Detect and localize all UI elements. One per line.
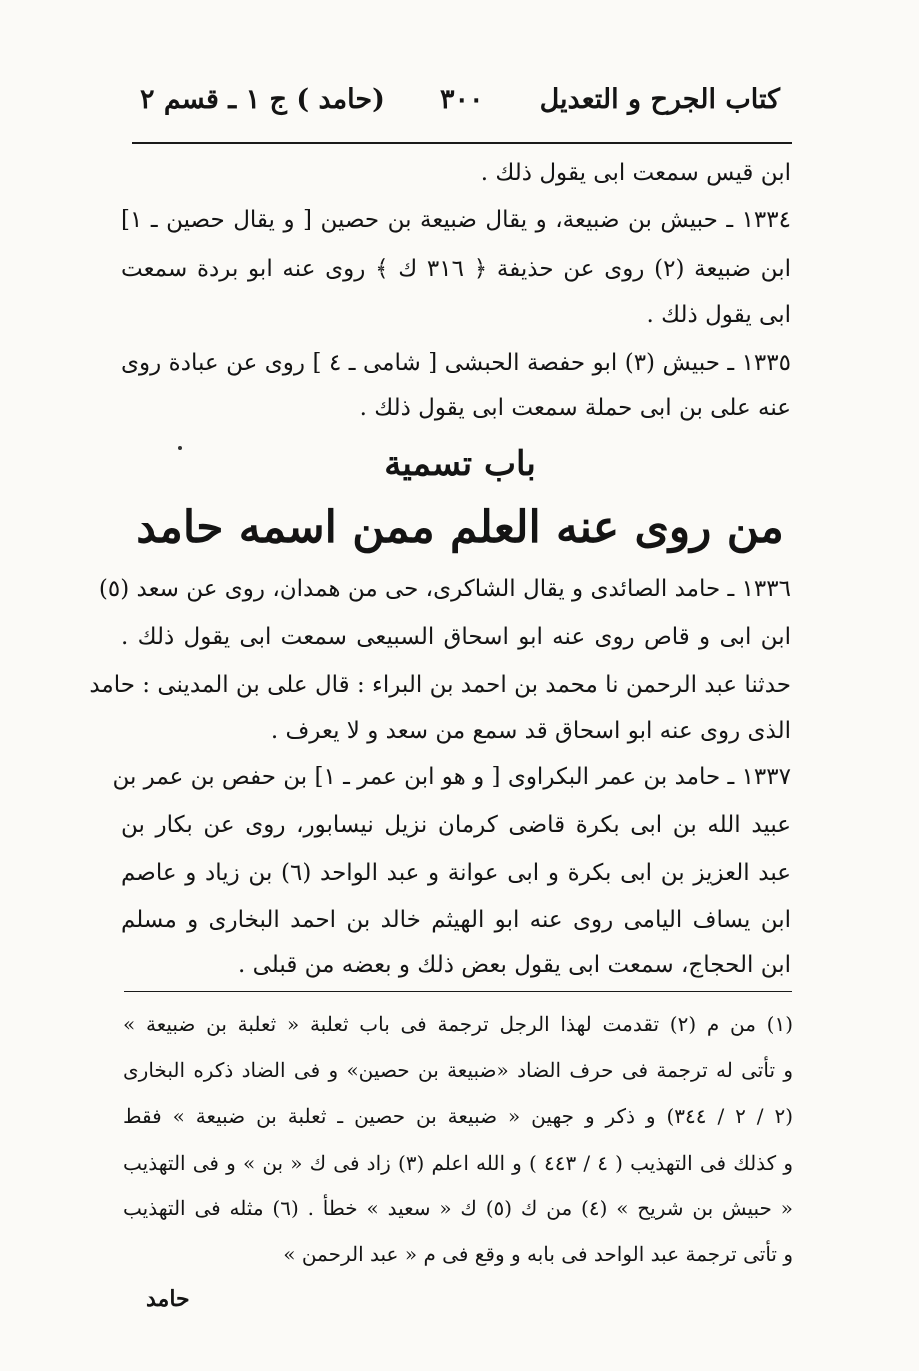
entry-1337: ١٣٣٧ ـ حامد بن عمر البكراوى [ و هو ابن عمر ـ ١] بن حفص بن عمر بن xyxy=(112,764,791,790)
body-line: ابن قيس سمعت ابى يقول ذلك . xyxy=(480,160,791,186)
footnote-line: (١) من م (٢) تقدمت لهذا الرجل ترجمة فى باب ثعلبة « ثعلبة بن ضبيعة » xyxy=(123,1012,794,1036)
header-rule xyxy=(132,142,792,144)
body-line: ابن ابى و قاص روى عنه ابو اسحاق السبيعى سمعت ابى يقول ذلك . xyxy=(121,624,791,650)
entry-1335: ١٣٣٥ ـ حبيش (٣) ابو حفصة الحبشى [ شامى ـ ٤ ] روى عن عبادة روى xyxy=(121,350,791,376)
footnote-rule xyxy=(124,991,792,992)
footnote-line: و كذلك فى التهذيب ( ٤ / ٤٤٣ ) و الله اعلم (٣) زاد فى ك « بن » و فى التهذيب xyxy=(123,1151,794,1175)
body-line: ابن يساف اليامى روى عنه ابو الهيثم خالد بن احمد البخارى و مسلم xyxy=(121,907,791,933)
book-title: كتاب الجرح و التعديل xyxy=(539,84,780,115)
section-label: (حامد ) ج ١ ـ قسم ٢ xyxy=(140,84,385,115)
body-line: عنه على بن ابى حملة سمعت ابى يقول ذلك . xyxy=(359,395,791,421)
entry-1336: ١٣٣٦ ـ حامد الصائدى و يقال الشاكرى، حى من همدان، روى عن سعد (٥) xyxy=(98,576,791,602)
body-line: الذى روى عنه ابو اسحاق قد سمع من سعد و لا يعرف . xyxy=(270,718,791,744)
body-line: حدثنا عبد الرحمن نا محمد بن احمد بن البراء : قال على بن المدينى : حامد xyxy=(89,672,791,698)
entry-1334: ١٣٣٤ ـ حبيش بن ضبيعة، و يقال ضبيعة بن حصين [ و يقال حصين ـ ١] xyxy=(121,207,791,233)
body-line: ابن ضبيعة (٢) روى عن حذيفة ﴿ ٣١٦ ك ﴾ روى عنه ابو بردة سمعت xyxy=(121,256,791,282)
catchword: حامد xyxy=(146,1286,190,1312)
chapter-subtitle: من روى عنه العلم ممن اسمه حامد xyxy=(136,502,784,553)
footnote-line: (٢ / ٢ / ٣٤٤) و ذكر و جهين « ضبيعة بن حصين ـ ثعلبة بن ضبيعة » فقط xyxy=(123,1104,793,1128)
chapter-title: باب تسمية xyxy=(384,444,536,484)
page-number: ٣٠٠ xyxy=(440,84,484,115)
running-header xyxy=(140,84,780,130)
body-line: ابى يقول ذلك . xyxy=(646,302,791,328)
footnote-line: « حبيش بن شريح » (٤) من ك (٥) ك « سعيد » خطأ . (٦) مثله فى التهذيب xyxy=(123,1196,793,1220)
footnote-line: و تأتى ترجمة عبد الواحد فى بابه و وقع فى م « عبد الرحمن » xyxy=(283,1242,793,1266)
body-line: عبيد الله بن ابى بكرة قاضى كرمان نزيل نيسابور، روى عن بكار بن xyxy=(121,812,791,838)
body-line: ابن الحجاج، سمعت ابى يقول بعض ذلك و بعضه من قبلى . xyxy=(238,952,791,978)
body-line: عبد العزيز بن ابى بكرة و ابى عوانة و عبد الواحد (٦) بن زياد و عاصم xyxy=(121,860,792,886)
footnote-line: و تأتى له ترجمة فى حرف الضاد «ضبيعة بن حصين» و فى الضاد ذكره البخارى xyxy=(123,1058,793,1082)
